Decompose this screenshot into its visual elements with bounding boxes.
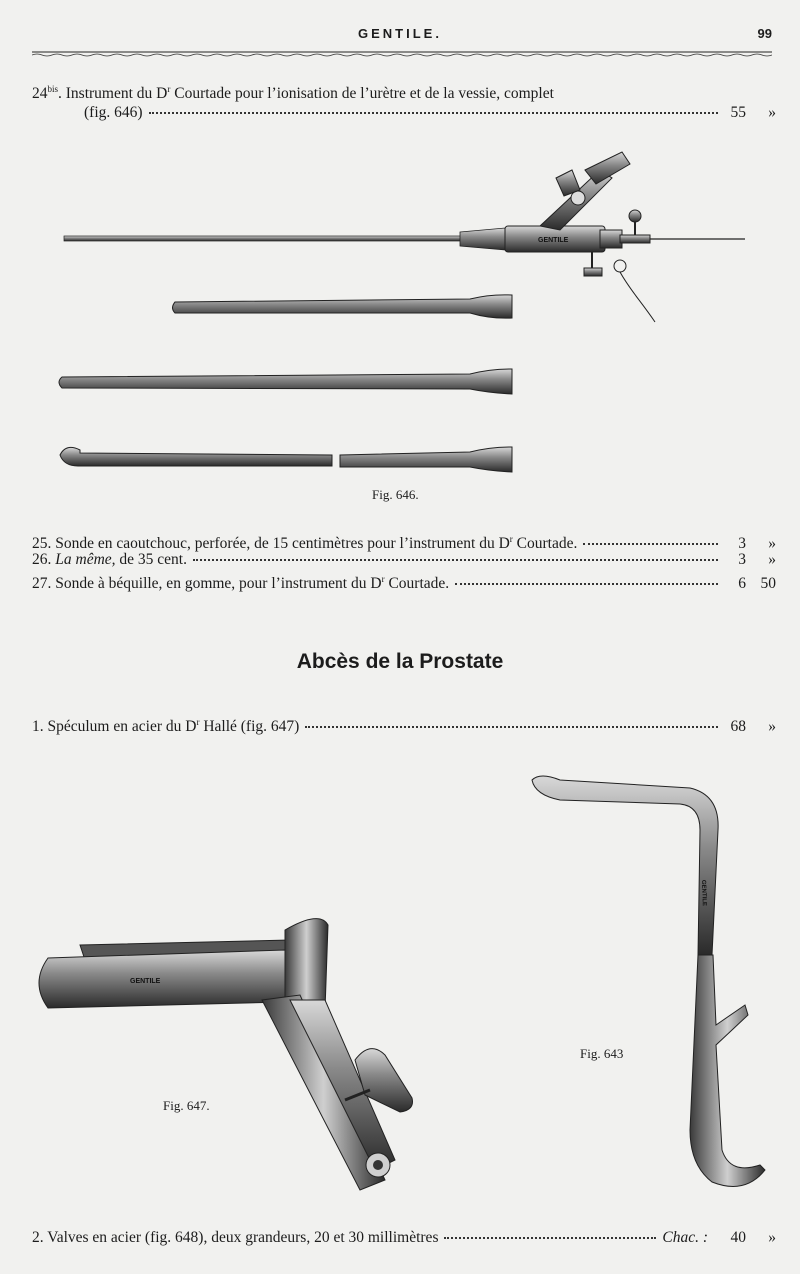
entry-text-rest: Hallé (fig. 647): [199, 718, 300, 736]
speculum-engraving: GENTILE: [130, 978, 161, 985]
entry-price: 6: [738, 575, 746, 593]
running-header: GENTILE.: [358, 26, 442, 41]
entry-cents: »: [768, 551, 776, 568]
prostate-retractor: [532, 776, 765, 1186]
entry-price: 3: [738, 551, 746, 568]
entry-text-sup: r: [509, 534, 513, 544]
entry-text-sup: r: [196, 717, 200, 727]
entry-cents: »: [768, 104, 776, 122]
entry-text: 1. Spéculum en acier du D: [32, 718, 197, 736]
instrument-engraving: GENTILE: [538, 237, 569, 244]
entry-text: 25. Sonde en caoutchouc, perforée, de 15 centimètres pour l’instrument du D: [32, 535, 510, 553]
entry-figure-ref: (fig. 646): [84, 104, 143, 122]
entry-text: . Instrument du D: [58, 85, 168, 103]
halle-speculum: [39, 919, 413, 1190]
entry-text: 27. Sonde à béquille, en gomme, pour l’instrument du D: [32, 575, 382, 593]
section-heading: Abcès de la Prostate: [296, 650, 504, 673]
entry-cents: »: [768, 1229, 776, 1246]
entry-price: 3: [738, 535, 746, 553]
entry-text-italic: La même,: [55, 551, 116, 568]
entry-text-rest: Courtade.: [512, 535, 578, 553]
figure-647-caption: Fig. 647.: [163, 1098, 210, 1113]
entry-cents: 50: [760, 575, 776, 593]
entry-price: 40: [730, 1229, 746, 1246]
entry-text-rest: Courtade pour l’ionisation de l’urètre et de la vessie, complet: [170, 85, 554, 103]
entry-text-sup: r: [167, 84, 171, 94]
page-number: 99: [757, 26, 772, 41]
entry-cents: »: [768, 718, 776, 736]
entry-number: 26.: [32, 551, 56, 568]
entry-unit: Chac. :: [662, 1229, 708, 1246]
entry-text-sup: r: [381, 574, 385, 584]
entry-text: 2. Valves en acier (fig. 648), deux grandeurs, 20 et 30 millimètres: [32, 1229, 439, 1246]
figure-646-caption: Fig. 646.: [372, 487, 419, 502]
entry-price: 68: [730, 718, 746, 736]
entry-number: 24: [32, 85, 48, 103]
figure-643-caption: Fig. 643: [580, 1046, 624, 1061]
entry-price: 55: [730, 104, 746, 122]
entry-cents: »: [768, 535, 776, 553]
catalog-entry-valves: [32, 1228, 776, 1247]
leader-dots: [444, 1237, 656, 1239]
entry-text-rest: de 35 cent.: [115, 551, 187, 568]
retractor-engraving: GENTILE: [700, 879, 707, 907]
entry-number-sup: bis: [47, 84, 59, 94]
entry-text-rest: Courtade.: [384, 575, 450, 593]
